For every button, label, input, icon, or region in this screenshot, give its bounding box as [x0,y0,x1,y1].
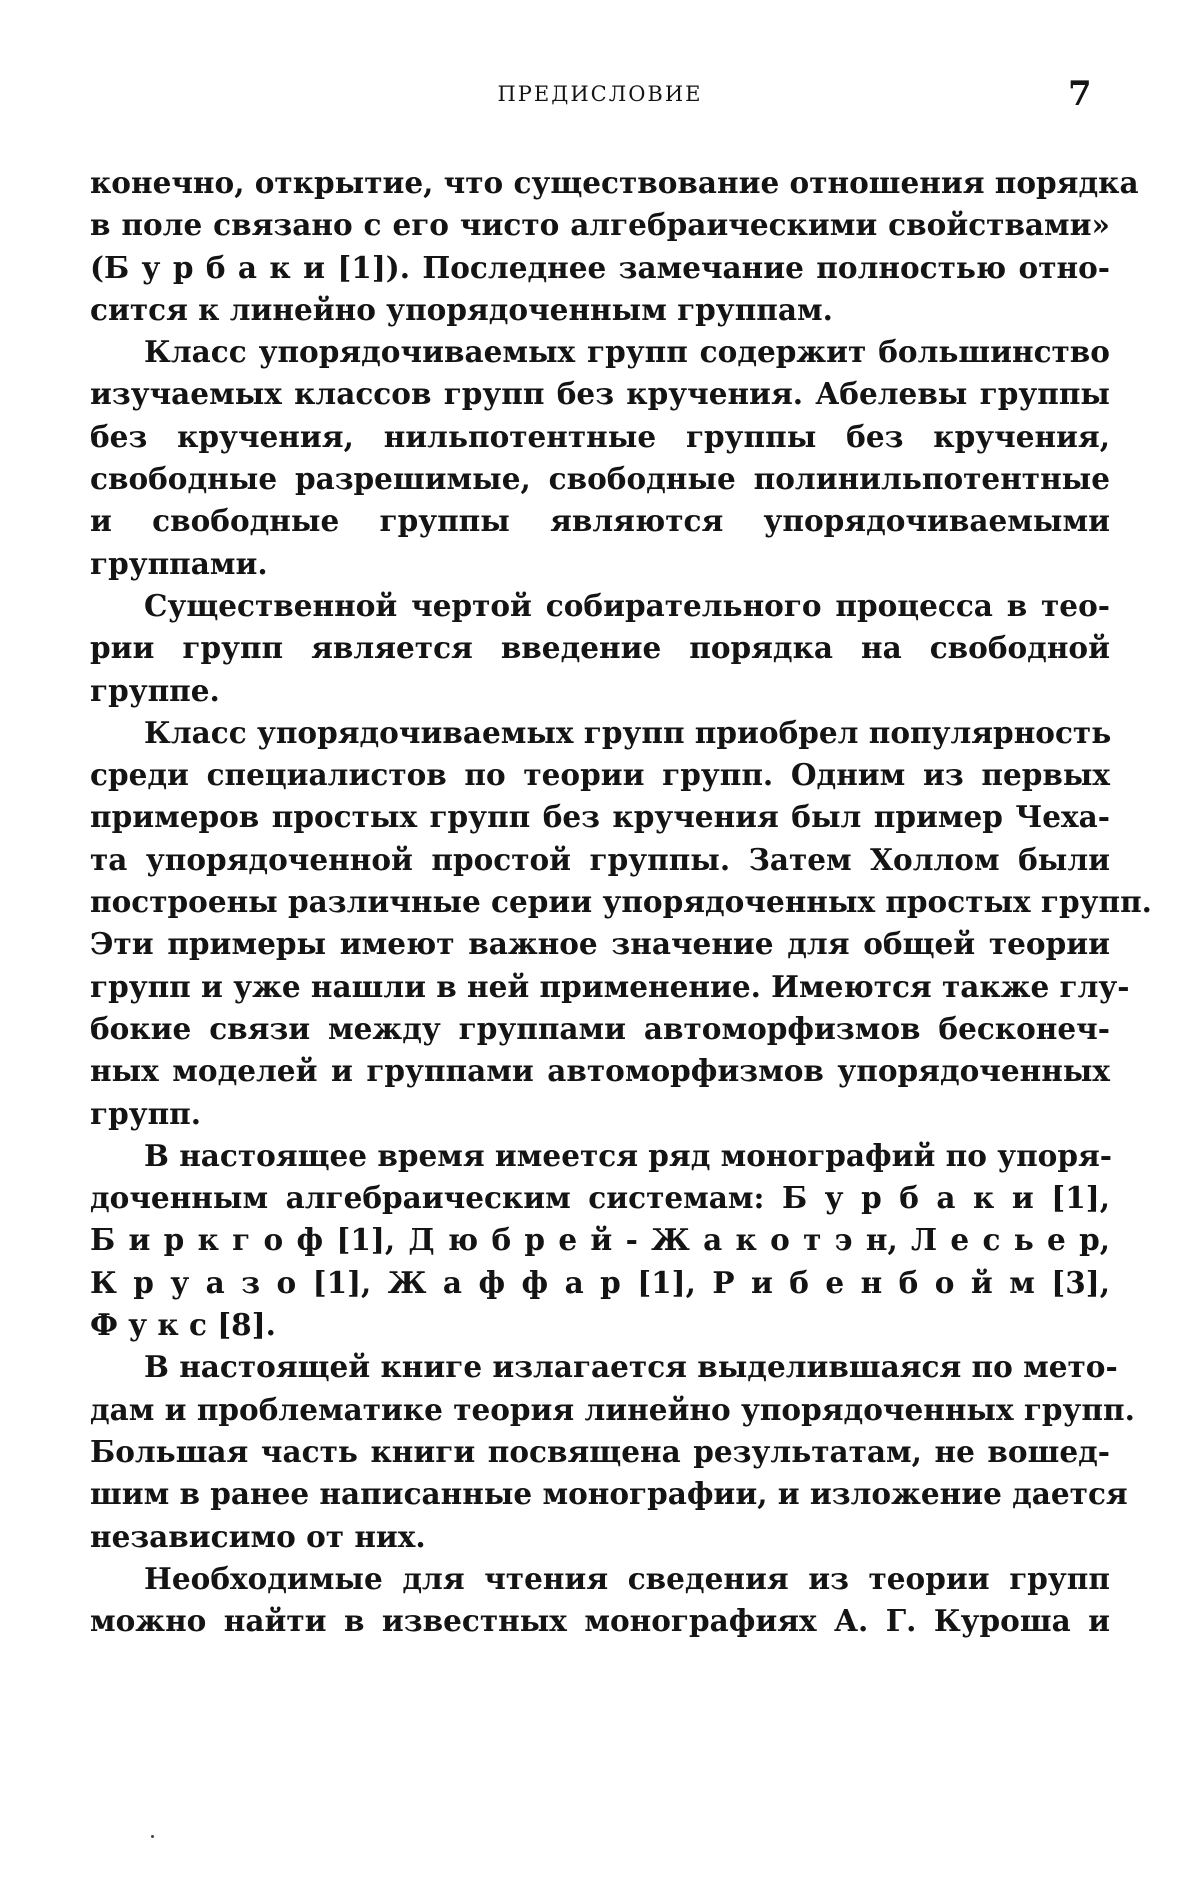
text-line: и свободные группы являются упорядочиваемыми [90,503,1110,539]
text-line: доченным алгебраическим системам: Б у р б а к и [1], [90,1180,1110,1216]
text-line: Класс упорядочиваемых групп приобрел популярность [144,714,1112,750]
text-line: Ф у к с [8]. [90,1307,276,1343]
text-line: группами. [90,545,268,581]
text-line: примеров простых групп без кручения был пример Чеха- [90,799,1110,835]
text-line: групп. [90,1095,202,1131]
text-line: В настоящее время имеется ряд монографий по упоря- [144,1137,1113,1173]
text-line: группе. [90,672,220,708]
text-line: в поле связано с его чисто алгебраическими свойствами» [90,207,1110,243]
text-line: независимо от них. [90,1518,426,1554]
running-title: ПРЕДИСЛОВИЕ [497,82,703,106]
page-number: 7 [1068,74,1092,114]
text-line: рии групп является введение порядка на свободной [90,630,1110,666]
text-line: построены различные серии упорядоченных простых групп. [90,884,1152,920]
print-speck [151,1835,154,1838]
text-line: Необходимые для чтения сведения из теории групп [144,1560,1110,1596]
text-line: без кручения, нильпотентные группы без кручения, [90,418,1110,454]
text-line: шим в ранее написанные монографии, и изложение дается [90,1476,1128,1512]
text-line: можно найти в известных монографиях А. Г. Куроша и [90,1603,1110,1639]
text-line: Эти примеры имеют важное значение для общей теории [90,926,1110,962]
text-line: сится к линейно упорядоченным группам. [90,291,833,327]
body-text [90,162,1152,1642]
text-line: групп и уже нашли в ней применение. Имеются также глу- [90,968,1130,1004]
text-line: Существенной чертой собирательного процесса в тео- [144,587,1110,623]
text-line: дам и проблематике теория линейно упорядоченных групп. [90,1391,1135,1427]
text-line: изучаемых классов групп без кручения. Абелевы группы [90,376,1110,412]
text-line: бокие связи между группами автоморфизмов бесконеч- [90,1010,1110,1046]
text-line: К р у а з о [1], Ж а ф ф а р [1], Р и б е н б о й м [3], [90,1264,1110,1300]
page-header [0,74,1200,118]
text-line: Б и р к г о ф [1], Д ю б р е й - Ж а к о т э н, Л е с ь е р, [90,1222,1110,1258]
text-line: Класс упорядочиваемых групп содержит большинство [144,334,1110,370]
text-line: свободные разрешимые, свободные полинильпотентные [90,461,1110,497]
text-line: ных моделей и группами автоморфизмов упорядоченных [90,1053,1110,1089]
text-line: В настоящей книге излагается выделившаяся по мето- [144,1349,1118,1385]
text-line: среди специалистов по теории групп. Одним из первых [90,757,1110,793]
text-line: та упорядоченной простой группы. Затем Холлом были [90,841,1110,877]
text-line: (Б у р б а к и [1]). Последнее замечание полностью отно- [90,249,1110,285]
text-line: Большая часть книги посвящена результатам, не вошед- [90,1433,1110,1469]
text-line: конечно, открытие, что существование отношения порядка [90,165,1139,200]
